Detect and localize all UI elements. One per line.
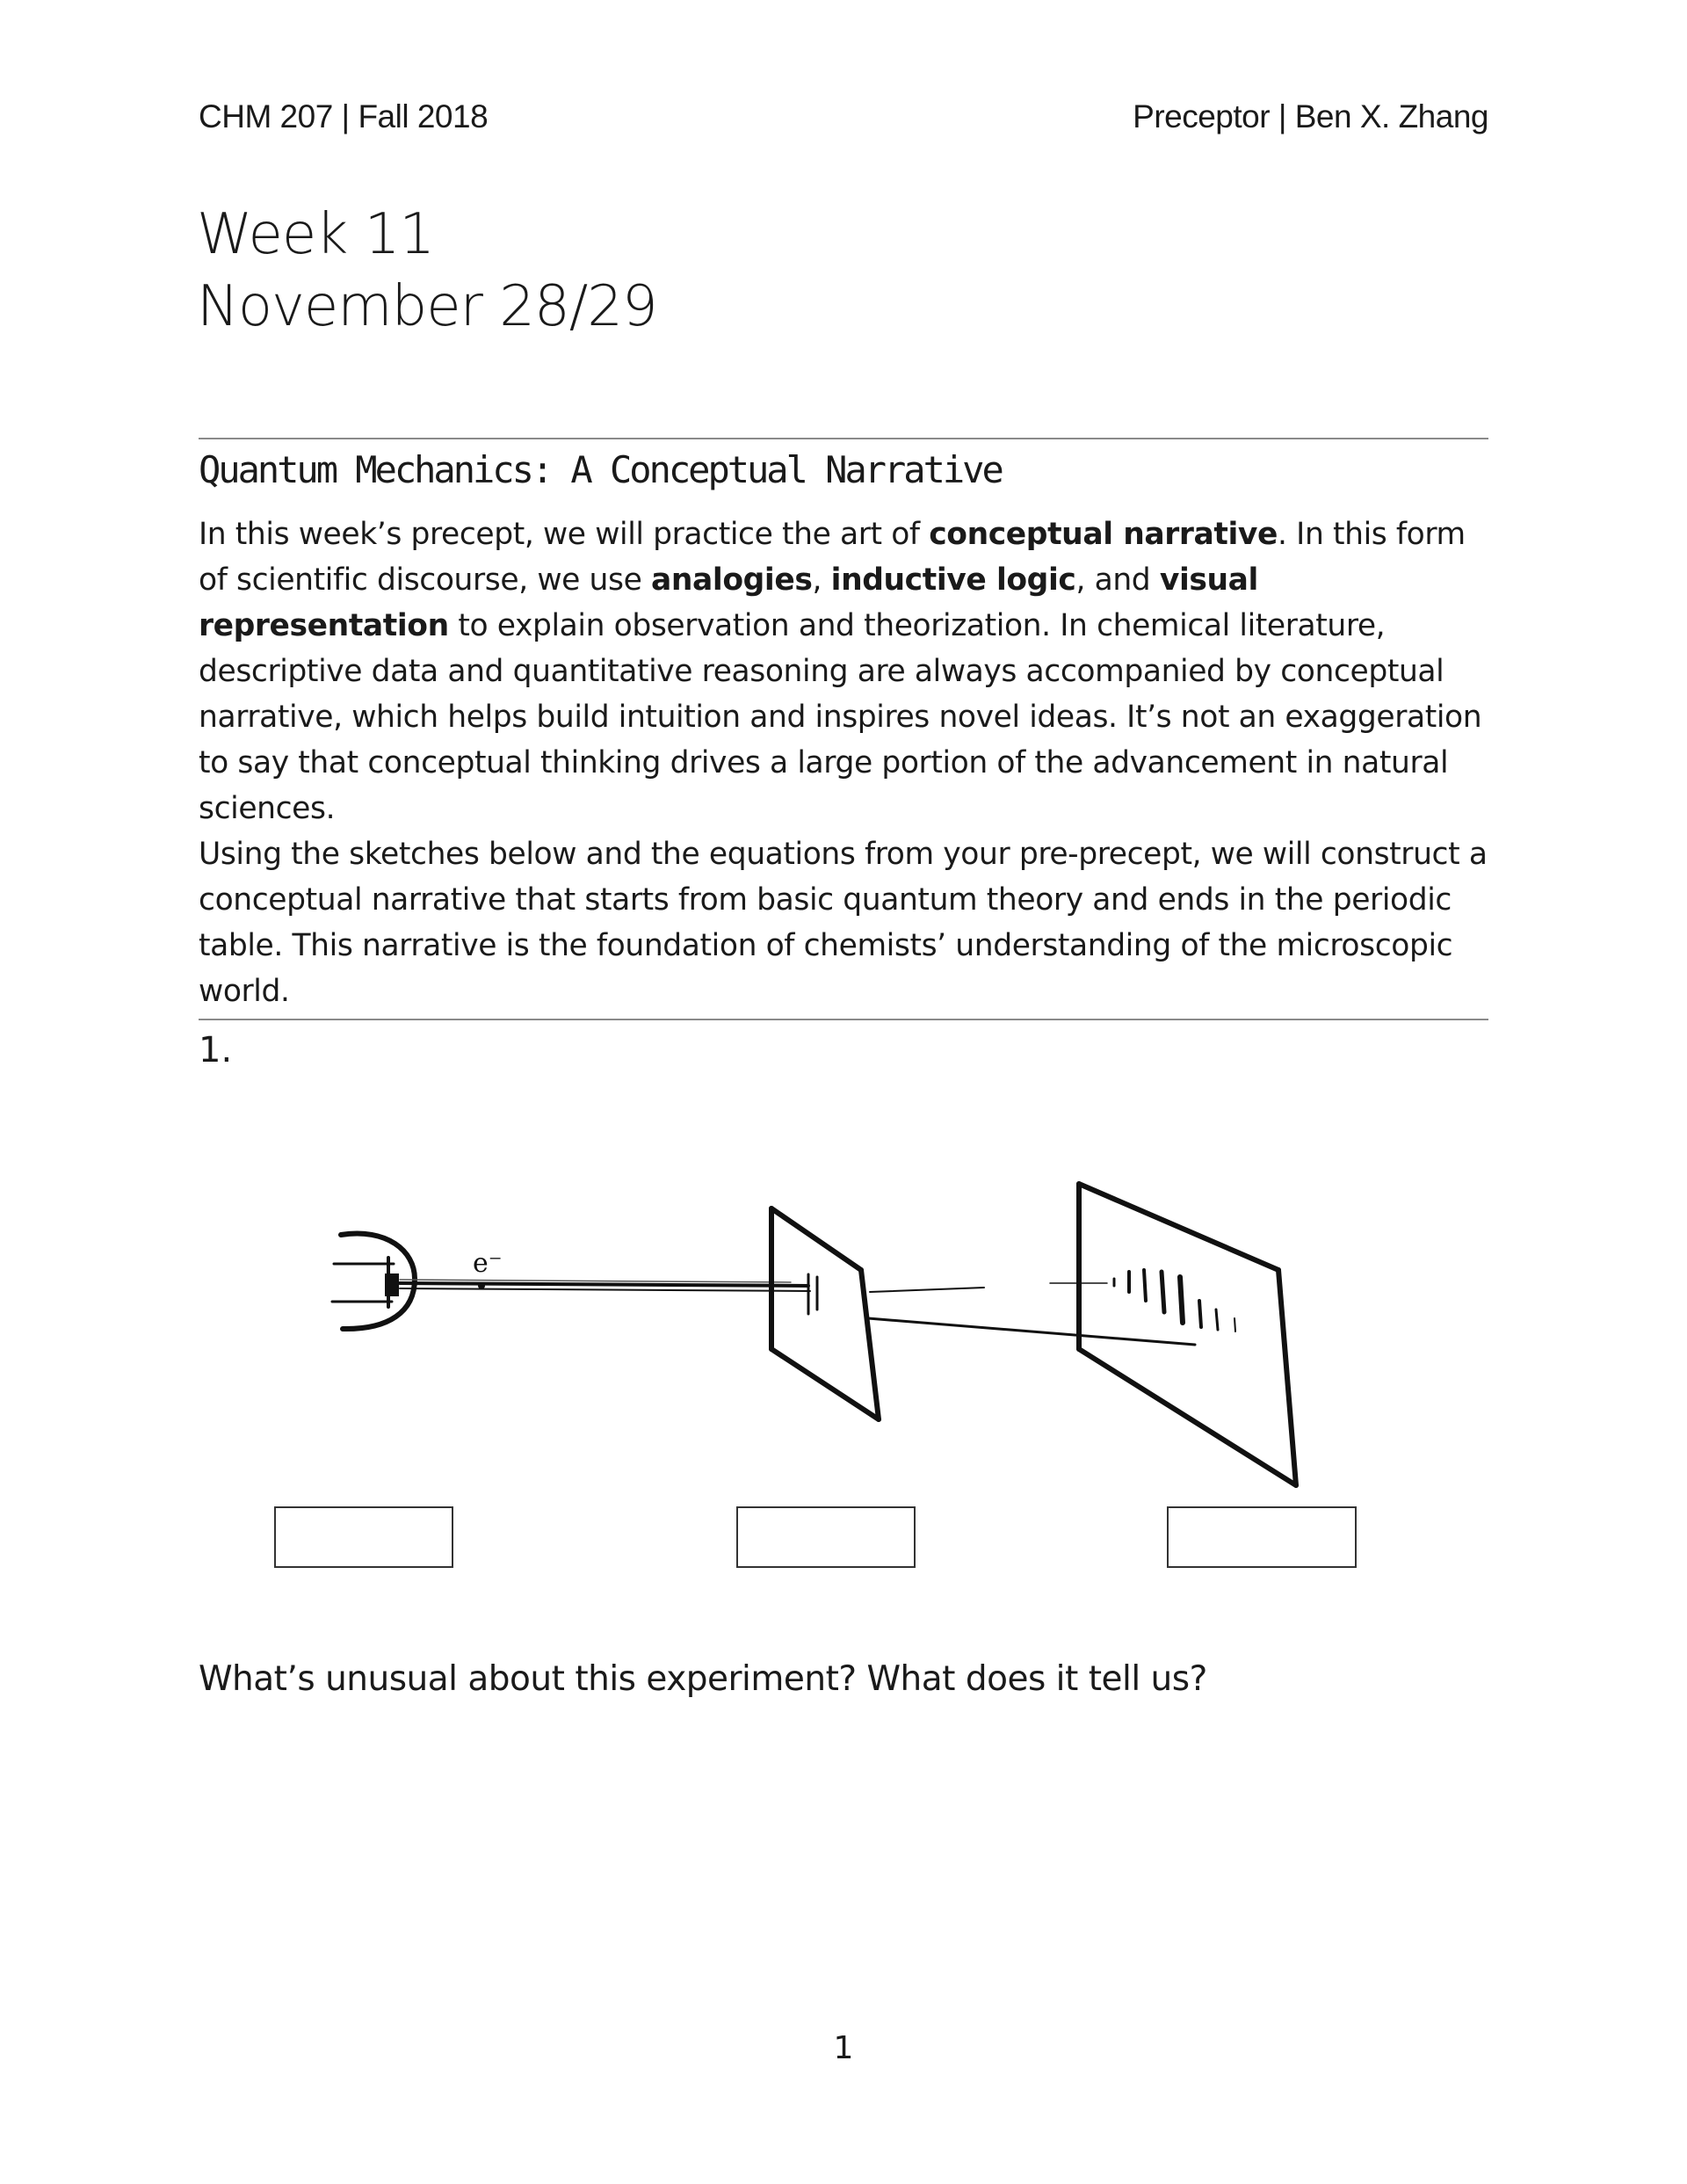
preceptor-header: Preceptor | Ben X. Zhang bbox=[1133, 98, 1488, 134]
answer-box-2[interactable] bbox=[736, 1506, 916, 1568]
bold-term: inductive logic bbox=[830, 562, 1076, 598]
week-label: Week 11 bbox=[197, 202, 435, 267]
intro-text bbox=[199, 512, 1499, 1014]
paragraph-text: . In this form of scientific discourse, we use bbox=[199, 517, 1466, 598]
date-label: November 28/29 bbox=[197, 274, 657, 339]
paragraph-text: , and bbox=[1075, 562, 1160, 598]
question-number: 1. bbox=[199, 1030, 233, 1070]
intro-paragraph-2: Using the sketches below and the equations from your pre-precept, we will construct a conceptual narrative that starts from basic quantum theory and ends in the periodic table. This narrative is the foundation of chemists’ understanding of the microscopic world. bbox=[199, 837, 1488, 1009]
page-number: 1 bbox=[833, 2030, 854, 2066]
answer-box-3[interactable] bbox=[1167, 1506, 1357, 1568]
page-title bbox=[197, 199, 657, 343]
double-slit-experiment-sketch bbox=[316, 1173, 1318, 1512]
paragraph-text: In this week’s precept, we will practice the art of bbox=[199, 517, 930, 552]
answer-box-1[interactable] bbox=[274, 1506, 453, 1568]
detector-screen-drawing bbox=[1079, 1184, 1296, 1485]
divider bbox=[199, 438, 1488, 439]
question-prompt: What’s unusual about this experiment? What does it tell us? bbox=[199, 1659, 1207, 1699]
electron-beam-drawing bbox=[400, 1280, 810, 1291]
bold-term: conceptual narrative bbox=[929, 517, 1278, 552]
electron-label: e⁻ bbox=[473, 1248, 503, 1279]
intro-paragraph-1 bbox=[199, 512, 1499, 831]
electron-gun-drawing bbox=[332, 1234, 415, 1329]
course-header: CHM 207 | Fall 2018 bbox=[199, 98, 489, 134]
paragraph-text: , bbox=[812, 562, 831, 598]
paragraph-text: to explain observation and theorization. In chemical literature, descriptive data and quantitative reasoning are always accompanied by conceptual narrative, which helps build intuition and inspires novel ideas. It’s not an exaggeration to say that conceptual thinking drives a large portion of the advancement in natural sciences. bbox=[199, 608, 1482, 826]
bold-term: visual representation bbox=[199, 562, 1258, 643]
slit-plate-drawing bbox=[771, 1208, 879, 1419]
divider bbox=[199, 1019, 1488, 1020]
section-heading: Quantum Mechanics: A Conceptual Narrative bbox=[199, 448, 1002, 491]
bold-term: analogies bbox=[650, 562, 813, 598]
